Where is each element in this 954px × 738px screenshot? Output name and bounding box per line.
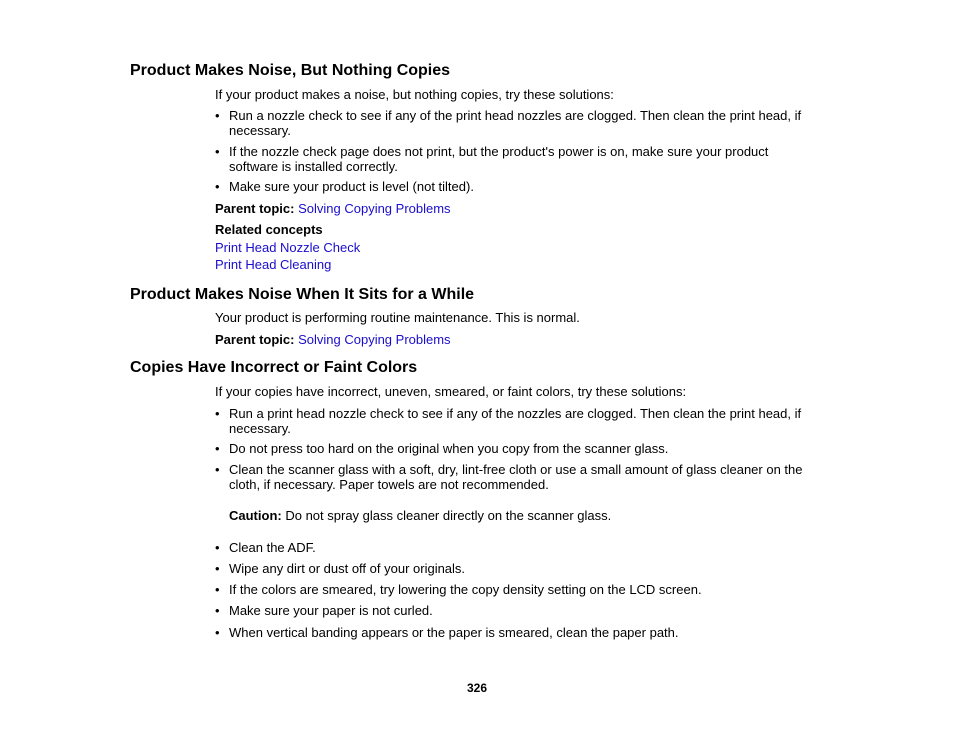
list-item-line: necessary.: [229, 421, 291, 436]
list-item-line: When vertical banding appears or the paper is smeared, clean the paper path.: [229, 625, 679, 640]
list-item-line: Clean the ADF.: [229, 540, 316, 555]
related-link-nozzle-check[interactable]: Print Head Nozzle Check: [215, 240, 361, 255]
section-heading-noise-sits: Product Makes Noise When It Sits for a While: [130, 286, 475, 303]
list-item: [215, 144, 815, 174]
list-item: [215, 561, 815, 576]
list-item-line: Run a nozzle check to see if any of the print head nozzles are clogged. Then clean the print head, if: [229, 108, 802, 123]
caution-text: Do not spray glass cleaner directly on the scanner glass.: [285, 508, 612, 523]
list-item-line: software is installed correctly.: [229, 159, 398, 174]
list-item-line: Clean the scanner glass with a soft, dry, lint-free cloth or use a small amount of glass cleaner on the: [229, 462, 803, 477]
list-item-line: Wipe any dirt or dust off of your originals.: [229, 561, 466, 576]
related-concepts-label: Related concepts: [215, 222, 323, 237]
list-item-line: Run a print head nozzle check to see if any of the nozzles are clogged. Then clean the print head, if: [229, 406, 802, 421]
parent-topic: [215, 332, 451, 347]
section-heading-incorrect-colors: Copies Have Incorrect or Faint Colors: [130, 359, 418, 376]
page-number: 326: [466, 681, 488, 695]
list-item: [215, 462, 815, 492]
list-item: [215, 603, 815, 618]
section-heading-noise-nothing-copies: Product Makes Noise, But Nothing Copies: [130, 62, 451, 79]
list-item-line: cloth, if necessary. Paper towels are not recommended.: [229, 477, 549, 492]
section-intro: If your product makes a noise, but nothing copies, try these solutions:: [215, 87, 614, 102]
related-link-print-head-cleaning[interactable]: Print Head Cleaning: [215, 257, 332, 272]
list-item: [215, 625, 815, 640]
parent-topic-label: Parent topic:: [215, 201, 295, 216]
parent-topic-link[interactable]: Solving Copying Problems: [298, 332, 451, 347]
list-item: [215, 540, 815, 555]
bullet: •: [215, 582, 220, 597]
bullet: •: [215, 462, 220, 477]
bullet: •: [215, 540, 220, 555]
list-item-line: necessary.: [229, 123, 291, 138]
bullet: •: [215, 179, 220, 194]
bullet: •: [215, 144, 220, 159]
caution-note: [229, 508, 611, 523]
bullet: •: [215, 603, 220, 618]
list-item-line: If the nozzle check page does not print, but the product's power is on, make sure your product: [229, 144, 769, 159]
list-item: [215, 108, 815, 138]
section-intro: Your product is performing routine maintenance. This is normal.: [215, 310, 580, 325]
list-item: [215, 441, 815, 456]
caution-label: Caution:: [229, 508, 282, 523]
bullet: •: [215, 625, 220, 640]
parent-topic-link[interactable]: Solving Copying Problems: [298, 201, 451, 216]
bullet: •: [215, 108, 220, 123]
list-item-line: Make sure your paper is not curled.: [229, 603, 433, 618]
section-intro: If your copies have incorrect, uneven, smeared, or faint colors, try these solutions:: [215, 384, 687, 399]
list-item-line: Do not press too hard on the original when you copy from the scanner glass.: [229, 441, 669, 456]
list-item: [215, 406, 815, 436]
bullet: •: [215, 406, 220, 421]
bullet: •: [215, 561, 220, 576]
list-item: [215, 179, 815, 194]
parent-topic: [215, 201, 451, 216]
parent-topic-label: Parent topic:: [215, 332, 295, 347]
list-item-line: Make sure your product is level (not tilted).: [229, 179, 474, 194]
list-item-line: If the colors are smeared, try lowering the copy density setting on the LCD screen.: [229, 582, 702, 597]
bullet: •: [215, 441, 220, 456]
list-item: [215, 582, 815, 597]
